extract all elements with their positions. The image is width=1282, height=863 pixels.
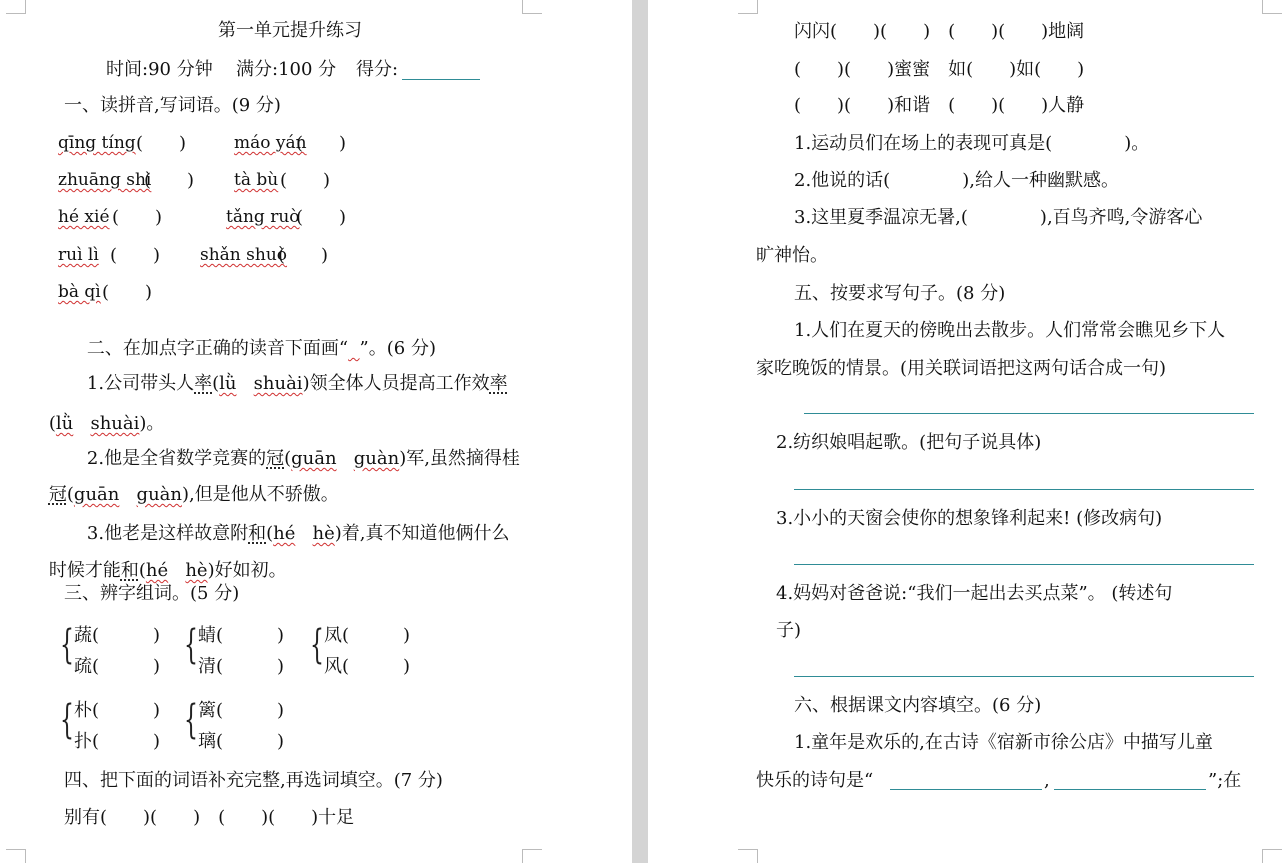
answer-line[interactable] <box>794 676 1254 677</box>
poem-answer-line-1[interactable] <box>890 789 1042 790</box>
page-gutter <box>632 0 648 863</box>
text: )领全体人员提高工作效 <box>302 373 490 394</box>
section-3-heading: 三、辨字组词。(5 分) <box>64 583 240 604</box>
group-top[interactable]: 蜻( ) <box>198 625 285 646</box>
fill-question-3-line2: 旷神怡。 <box>756 245 828 266</box>
poem-answer-line-2[interactable] <box>1054 789 1206 790</box>
wavy-mark <box>348 338 359 359</box>
pinyin-text: bà qì <box>58 282 101 302</box>
section-4-heading: 四、把下面的词语补充完整,再选词填空。(7 分) <box>64 770 443 791</box>
pinyin-text: zhuāng shì <box>58 170 152 190</box>
group-bottom[interactable]: 扑( ) <box>74 731 161 752</box>
idiom-line-3[interactable]: ( )( )蜜蜜 如( )如( ) <box>794 59 1085 80</box>
idiom-line-2[interactable]: 闪闪( )( ) ( )( )地阔 <box>794 21 1085 42</box>
reading-option[interactable]: lǜ <box>55 413 74 434</box>
text: )军,虽然摘得桂 <box>399 448 520 469</box>
answer-blank[interactable]: ( ) <box>280 170 331 191</box>
sentence-question-1-line2: 家吃晚饭的情景。(用关联词语把这两句话合成一句) <box>756 358 1167 379</box>
answer-blank[interactable]: ( ) <box>144 170 195 191</box>
answer-blank[interactable]: ( ) <box>296 207 347 228</box>
idiom-line-4[interactable]: ( )( )和谐 ( )( )人静 <box>794 95 1085 116</box>
reading-option[interactable]: guàn <box>136 484 182 505</box>
group-bottom[interactable]: 疏( ) <box>74 656 161 677</box>
text: ( <box>138 560 146 581</box>
sentence-question-4-line1: 4.妈妈对爸爸说:“我们一起出去买点菜”。 (转述句 <box>776 583 1173 604</box>
idiom-line-1[interactable]: 别有( )( ) ( )( )十足 <box>64 807 355 828</box>
time-label: 时间:90 分钟 <box>106 59 213 80</box>
crop-mark-top-left <box>6 0 26 14</box>
page-title: 第一单元提升练习 <box>218 20 362 41</box>
group-top[interactable]: 朴( ) <box>74 700 161 721</box>
reading-option[interactable]: hè <box>185 560 208 581</box>
page-right <box>648 0 1282 863</box>
dotted-char: 率 <box>194 373 213 394</box>
spacer <box>337 448 354 469</box>
spacer <box>168 560 185 581</box>
group-top[interactable]: 凤( ) <box>324 625 411 646</box>
recall-question-1-line2: 快乐的诗句是“ <box>756 770 874 791</box>
reading-option[interactable]: shuài <box>253 373 303 394</box>
reading-option[interactable]: guān <box>73 484 120 505</box>
answer-blank[interactable]: ( ) <box>278 245 329 266</box>
pinyin-text: shǎn shuò <box>200 245 288 265</box>
sentence-question-3: 3.小小的天窗会使你的想象锋利起来! (修改病句) <box>776 508 1163 529</box>
reading-option[interactable]: shuài <box>90 413 140 434</box>
reading-option[interactable]: guàn <box>353 448 400 469</box>
brace-glyph: { <box>184 697 198 743</box>
crop-mark-bottom-left <box>6 849 26 863</box>
group-top[interactable]: 蔬( ) <box>74 625 161 646</box>
page-left <box>0 0 632 863</box>
full-score-label: 满分:100 分 <box>236 59 337 80</box>
dotted-char: 冠 <box>266 448 285 469</box>
reading-option[interactable]: hè <box>312 523 335 544</box>
crop-mark-top-left <box>738 0 758 14</box>
fill-question-1[interactable]: 1.运动员们在场上的表现可真是( )。 <box>794 133 1150 154</box>
recall-question-1-line1: 1.童年是欢乐的,在古诗《宿新市徐公店》中描写儿童 <box>794 732 1213 753</box>
crop-mark-top-right <box>522 0 542 14</box>
dotted-char: 率 <box>489 373 508 394</box>
text: 3.他老是这样故意附 <box>86 523 249 544</box>
section-1-heading: 一、读拼音,写词语。(9 分) <box>64 95 281 116</box>
pinyin-text: tǎng ruò <box>226 207 300 227</box>
brace-glyph: { <box>310 622 324 668</box>
text: 1.公司带头人 <box>86 373 195 394</box>
text: ),但是他从不骄傲。 <box>182 484 339 505</box>
answer-blank[interactable]: ( ) <box>296 133 347 154</box>
dotted-char: 冠 <box>48 484 67 505</box>
pinyin-text: qīng tíng <box>58 133 136 153</box>
spacer <box>73 413 90 434</box>
pinyin-text: ruì lì <box>58 245 99 265</box>
group-top[interactable]: 篱( ) <box>198 700 285 721</box>
crop-mark-bottom-right <box>1262 849 1282 863</box>
text: ( <box>66 484 74 505</box>
brace-glyph: { <box>60 697 74 743</box>
brace-glyph: { <box>184 622 198 668</box>
crop-mark-top-right <box>1262 0 1282 14</box>
text: ( <box>212 373 220 394</box>
text: )。 <box>139 413 165 434</box>
answer-line[interactable] <box>794 564 1254 565</box>
text: 时候才能 <box>48 560 121 581</box>
score-label: 得分: <box>356 59 399 80</box>
comma: , <box>1044 770 1050 791</box>
pinyin-text: máo yán <box>234 133 307 153</box>
text: ( <box>48 413 56 434</box>
spacer <box>119 484 136 505</box>
spacer <box>236 373 253 394</box>
group-bottom[interactable]: 风( ) <box>324 656 411 677</box>
section-5-heading: 五、按要求写句子。(8 分) <box>794 283 1006 304</box>
text: )好如初。 <box>207 560 287 581</box>
dotted-char: 和 <box>120 560 139 581</box>
pinyin-text: hé xié <box>58 207 110 227</box>
answer-line[interactable] <box>804 413 1254 414</box>
reading-option[interactable]: hé <box>273 523 296 544</box>
heading-text: ”。(6 分) <box>359 338 436 359</box>
fill-question-2[interactable]: 2.他说的话( ),给人一种幽默感。 <box>794 170 1119 191</box>
group-bottom[interactable]: 璃( ) <box>198 731 285 752</box>
section-6-heading: 六、根据课文内容填空。(6 分) <box>794 695 1042 716</box>
text: ( <box>284 448 292 469</box>
reading-option[interactable]: guān <box>291 448 337 469</box>
text: )着,真不知道他俩什么 <box>334 523 510 544</box>
score-answer-line[interactable] <box>402 79 480 80</box>
fill-question-3-line1[interactable]: 3.这里夏季温凉无暑,( ),百鸟齐鸣,令游客心 <box>794 207 1203 228</box>
pinyin-text: tà bù <box>234 170 279 190</box>
answer-blank[interactable]: ( ) <box>102 282 153 303</box>
answer-blank[interactable]: ( ) <box>136 133 187 154</box>
heading-text: 二、在加点字正确的读音下面画“ <box>86 338 349 359</box>
reading-option[interactable]: lǜ <box>219 373 237 394</box>
answer-line[interactable] <box>794 489 1254 490</box>
brace-glyph: { <box>60 622 74 668</box>
answer-blank[interactable]: ( ) <box>112 207 163 228</box>
sentence-question-4-line2: 子) <box>776 620 802 641</box>
text: ( <box>266 523 274 544</box>
sentence-question-2: 2.纺织娘唱起歌。(把句子说具体) <box>776 432 1042 453</box>
recall-question-1-tail: ”;在 <box>1208 770 1242 791</box>
dotted-char: 和 <box>248 523 267 544</box>
answer-blank[interactable]: ( ) <box>110 245 161 266</box>
sentence-question-1-line1: 1.人们在夏天的傍晚出去散步。人们常常会瞧见乡下人 <box>794 320 1226 341</box>
crop-mark-bottom-right <box>522 849 542 863</box>
spacer <box>295 523 312 544</box>
reading-option[interactable]: hé <box>145 560 169 581</box>
text: 2.他是全省数学竞赛的 <box>86 448 267 469</box>
group-bottom[interactable]: 清( ) <box>198 656 285 677</box>
crop-mark-bottom-left <box>738 849 758 863</box>
